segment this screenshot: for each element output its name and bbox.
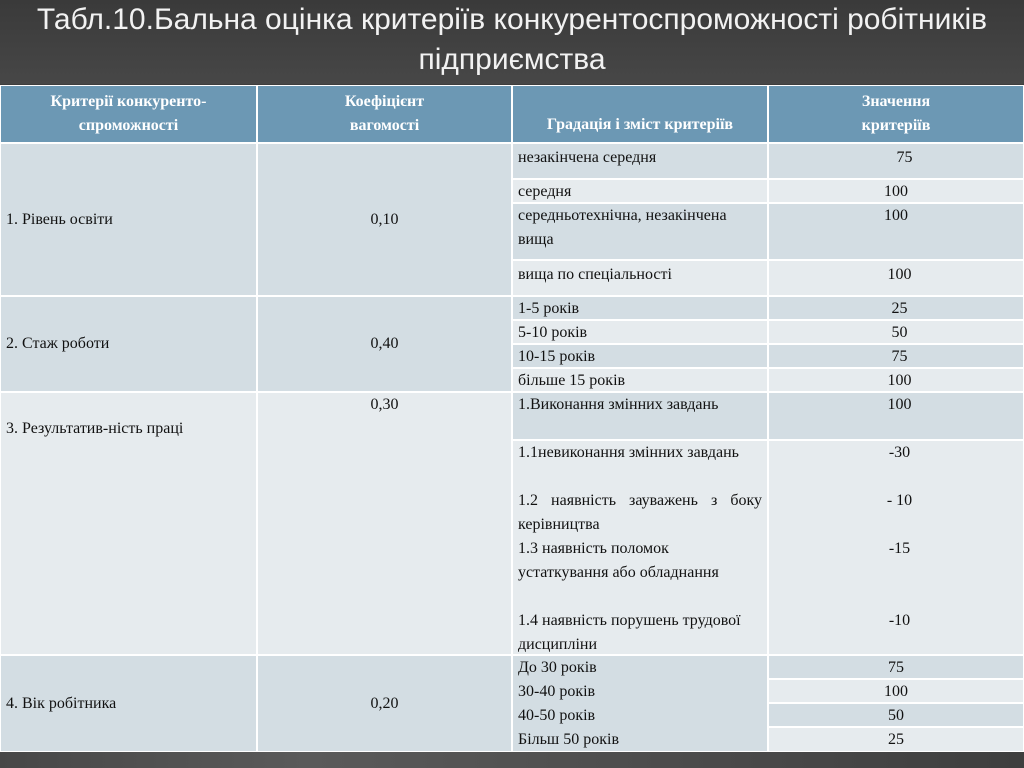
- gradation-cell: 40-50 років: [518, 707, 596, 724]
- criterion-experience: 2. Стаж роботи: [0, 296, 257, 392]
- value-cell: 100: [768, 392, 1024, 440]
- gradation-cell: До 30 років: [518, 659, 597, 676]
- gradation-cell: 30-40 років: [518, 683, 596, 700]
- header-weight: [257, 85, 512, 143]
- age-gradations: [512, 655, 768, 752]
- value-cell: -30: [888, 444, 911, 461]
- slide-title-line-1: Табл.10.Бальна оцінка критеріїв конкурентоспроможності робітників: [36, 3, 988, 36]
- slide-title: [0, 0, 1024, 84]
- gradation-cell: 5-10 років: [512, 320, 768, 344]
- value-cell: -10: [888, 612, 911, 629]
- slide-title-line-2: підприємства: [418, 43, 606, 76]
- value-cell: 25: [768, 727, 1024, 752]
- value-cell: -15: [888, 540, 911, 557]
- header-criteria-line-2: спроможності: [78, 117, 179, 134]
- gradation-cell: 10-15 років: [512, 344, 768, 368]
- criterion-education: 1. Рівень освіти: [0, 143, 257, 296]
- value-cell: - 10: [886, 492, 913, 509]
- header-criteria: [0, 85, 257, 143]
- gradation-cell: 1.1невиконання змінних завдань: [518, 444, 739, 461]
- gradation-cell: 1.3 наявність поломок устаткування або обладнання: [518, 540, 719, 581]
- header-value-line-1: Значення: [861, 93, 931, 110]
- value-cell: 50: [768, 703, 1024, 727]
- gradation-cell: середньотехнічна, незакінчена вища: [512, 203, 768, 260]
- value-cell: 100: [768, 260, 1024, 296]
- gradation-cell: середня: [512, 179, 768, 203]
- penalty-gradations: [512, 440, 768, 655]
- value-cell: 100: [768, 679, 1024, 703]
- gradation-cell: 1.4 наявність порушень трудової дисципліни: [518, 612, 741, 653]
- weight-performance: 0,30: [257, 392, 512, 655]
- weight-age: 0,20: [257, 655, 512, 752]
- value-cell: 75: [768, 655, 1024, 679]
- gradation-cell: Більш 50 років: [518, 731, 620, 748]
- gradation-cell: більше 15 років: [512, 368, 768, 392]
- gradation-cell: вища по спеціальності: [512, 260, 768, 296]
- header-weight-line-1: Коефіцієнт: [344, 93, 425, 110]
- gradation-cell: 1.2 наявність зауважень з боку керівництва: [518, 492, 762, 533]
- value-cell: 75: [768, 143, 1024, 179]
- header-value-line-2: критеріїв: [861, 117, 931, 134]
- value-cell: 50: [768, 320, 1024, 344]
- weight-experience: 0,40: [257, 296, 512, 392]
- gradation-cell: 1.Виконання змінних завдань: [512, 392, 768, 440]
- gradation-cell: 1-5 років: [512, 296, 768, 320]
- weight-education: 0,10: [257, 143, 512, 296]
- value-cell: 75: [768, 344, 1024, 368]
- penalty-values: [768, 440, 1024, 655]
- value-cell: 100: [768, 368, 1024, 392]
- criterion-age: 4. Вік робітника: [0, 655, 257, 752]
- criterion-performance: 3. Результатив-ність праці: [0, 392, 257, 655]
- footer-strip: [0, 752, 1024, 768]
- value-cell: 100: [768, 203, 1024, 260]
- header-criteria-line-1: Критерії конкуренто-: [50, 93, 207, 110]
- gradation-cell: незакінчена середня: [512, 143, 768, 179]
- header-weight-line-2: вагомості: [349, 117, 420, 134]
- value-cell: 100: [768, 179, 1024, 203]
- header-gradation: Градація і зміст критеріїв: [512, 85, 768, 143]
- criteria-table: [0, 85, 1024, 752]
- value-cell: 25: [768, 296, 1024, 320]
- header-value: [768, 85, 1024, 143]
